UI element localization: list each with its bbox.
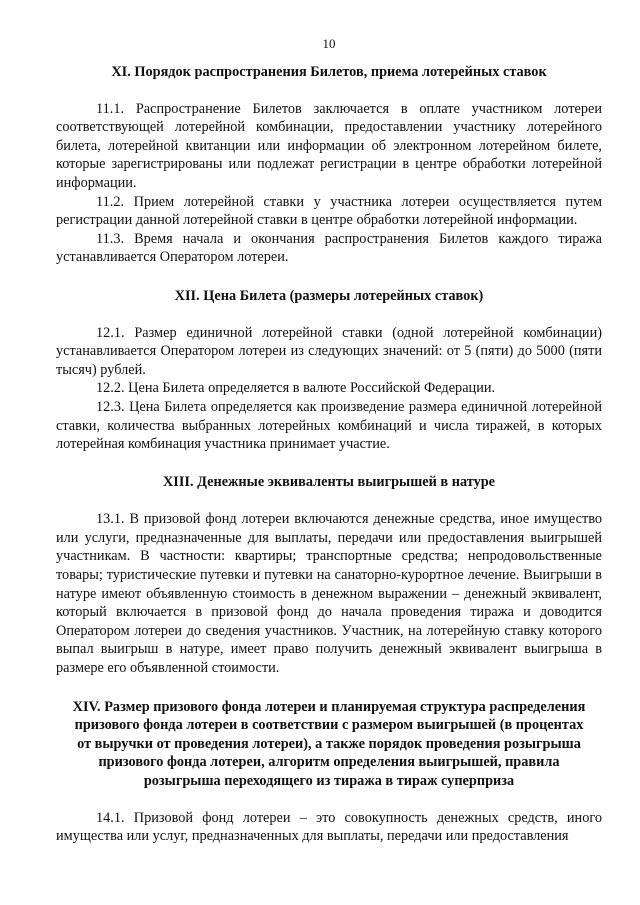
section-14-heading-line-1: XIV. Размер призового фонда лотереи и планируемая структура распределения [72,698,586,715]
section-11-heading: XI. Порядок распространения Билетов, приема лотерейных ставок [111,64,547,80]
section-13-heading: XIII. Денежные эквиваленты выигрышей в натуре [162,473,496,490]
section-11 [56,63,602,267]
section-12-heading: XII. Цена Билета (размеры лотерейных ставок) [174,287,484,304]
page-number: 10 [322,36,336,51]
paragraph-11-2: 11.2. Прием лотерейной ставки у участника лотереи осуществляется путем регистрации данной лотерейной ставки в центре обработки лотерейной информации. [56,193,602,229]
paragraph-13-1: 13.1. В призовой фонд лотереи включаются денежные средства, иное имущество или услуги, предназначенные для выплаты, передачи или предоставления выигрышей участникам. В частности: квартиры; транспортные средства; непродовольственные товары; туристические путевки и путевки на санаторно-курортное лечение. Выигрыши в натуре имеют объявленную стоимость в денежном выражении – денежный эквивалент, который включается в призовой фонд до начала проведения тиража и доводится Оператором лотереи до сведения участников. Участник, на лотерейную ставку которого выпал выигрыш в натуре, имеет право получить денежный эквивалент выигрыша в размере его объявленной стоимости. [56,511,602,677]
paragraph-12-2: 12.2. Цена Билета определяется в валюте Российской Федерации. [96,380,496,397]
paragraph-11-1: 11.1. Распространение Билетов заключается в оплате участником лотереи соответствующей лотерейной комбинации, предоставлении участнику лотерейного билета, лотерейной квитанции или информации об электронном лотерейном билете, которые зарегистрированы или подлежат регистрации в центре обработки лотерейной информации. [56,100,602,191]
document-page [56,36,602,846]
section-14-heading-line-5: розыгрыша переходящего из тиража в тираж суперприза [143,773,515,789]
section-14-heading [56,698,602,791]
section-14-heading-line-3: от выручки от проведения лотереи), а также порядок проведения розыгрыша [77,735,581,752]
section-14-heading-line-4: призового фонда лотереи, алгоритм определения выигрышей, правила [98,754,560,771]
paragraph-12-1: 12.1. Размер единичной лотерейной ставки (одной лотерейной комбинации) устанавливается Оператором лотереи из следующих значений: от 5 (пяти) до 5000 (пяти тысяч) рублей. [56,324,602,378]
section-14-heading-line-2: призового фонда лотереи в соответствии с размером выигрышей (в процентах [74,717,584,734]
section-14 [56,698,602,846]
paragraph-14-1: 14.1. Призовой фонд лотереи – это совокупность денежных средств, иного имущества или услуг, предназначенных для выплаты, передачи или предоставления [56,809,602,845]
paragraph-11-3: 11.3. Время начала и окончания распространения Билетов каждого тиража устанавливается Оператором лотереи. [56,230,602,266]
section-12 [56,287,602,454]
paragraph-12-3: 12.3. Цена Билета определяется как произведение размера единичной лотерейной ставки, количества выбранных лотерейных комбинаций и числа тиражей, в которых лотерейная комбинация участника принимает участие. [56,398,602,453]
section-13 [56,473,602,678]
